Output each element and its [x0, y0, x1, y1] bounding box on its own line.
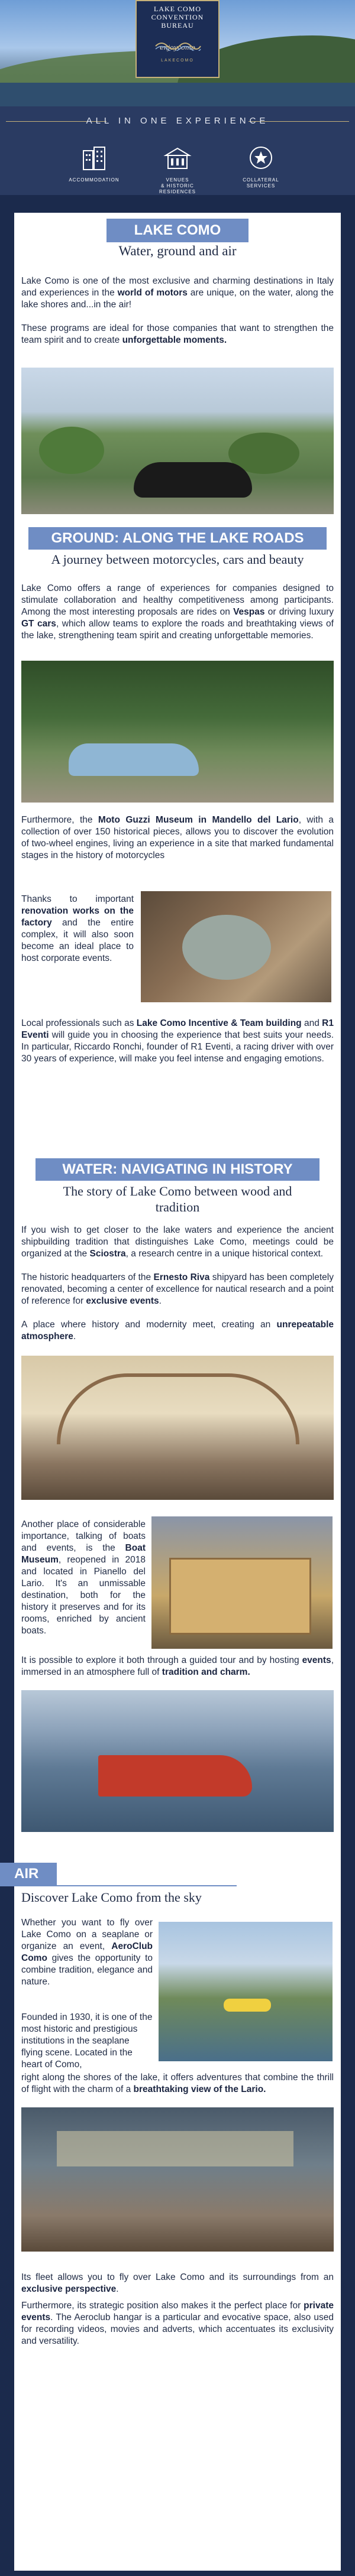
classic-car-garden-photo	[21, 368, 334, 514]
lake-como-title: LAKE COMO	[106, 219, 248, 242]
service-label-2: & HISTORIC	[161, 183, 194, 189]
band-title: ALL IN ONE EXPERIENCE	[86, 116, 269, 126]
logo-script: enjoycomo	[160, 44, 195, 51]
moto-guzzi-paragraph: Furthermore, the Moto Guzzi Museum in Mandello del Lario, with a collection of over 150 historical pieces, allows you to discover the evolution of two-wheel engines, living an experience in a site that marked fundamental stages in the history of motorcycles	[21, 815, 334, 860]
motorcycle-shape	[182, 915, 271, 980]
service-label-3: RESIDENCES	[159, 189, 196, 194]
air-subtitle: Discover Lake Como from the sky	[21, 1890, 202, 1905]
motorcycle-museum-photo	[141, 891, 331, 1002]
hangar-event-photo	[21, 2107, 334, 2252]
boat-museum-paragraph: Another place of considerable importance, talking of boats and events, is the Boat Museum, reopened in 2018 and located in Pianello del Lario. It's an unmissable destination, both for the history it preserves and for its rooms, enriched by ancient boats.	[21, 1519, 146, 1636]
service-venues[interactable]	[133, 145, 222, 195]
fleet-paragraph: Its fleet allows you to fly over Lake Como and its surroundings from an exclusive perspective.	[21, 2272, 334, 2294]
hangar-shape	[57, 2131, 293, 2166]
water-subtitle: The story of Lake Como between wood and tradition	[63, 1184, 292, 1214]
content-card	[14, 213, 341, 2571]
air-title: AIR	[0, 1863, 57, 1885]
private-events-paragraph: Furthermore, its strategic position also makes it the perfect place for private events. The Aeroclub hangar is a particular and evocative space, also used for recording videos, movies and adverts, which accentuates its exclusivity and versatility.	[21, 2301, 334, 2346]
ernesto-riva-paragraph: The historic headquarters of the Ernesto Riva shipyard has been completely renovated, becoming a center of excellence for nautical research and a point of reference for exclusive events.	[21, 1272, 334, 1306]
service-accommodation[interactable]	[50, 145, 138, 183]
renovation-paragraph: Thanks to important renovation works on the factory and the entire complex, it will also soon become an ideal place to host corporate events.	[21, 894, 134, 963]
aeroclub-paragraph: Whether you want to fly over Lake Como on a seaplane or organize an event, AeroClub Como gives the opportunity to combine tradition, elegance and nature.	[21, 1918, 153, 1987]
ground-subtitle: A journey between motorcycles, cars and beauty	[51, 552, 304, 567]
boat-shape	[98, 1755, 252, 1797]
service-label-1: COLLATERAL	[243, 177, 279, 183]
speedboat-photo	[21, 1690, 334, 1832]
logo-line-2: CONVENTION	[151, 13, 204, 21]
service-label-1: VENUES	[166, 177, 189, 183]
lake-programs-paragraph: These programs are ideal for those companies that want to strengthen the team spirit and to create unforgettable moments.	[21, 323, 334, 345]
lake-intro-paragraph: Lake Como is one of the most exclusive and charming destinations in Italy and experiences in the world of motors are unique, on the water, along the lake shores and...in the air!	[21, 276, 334, 310]
car-shape	[69, 743, 199, 776]
seaplane-photo	[159, 1922, 333, 2061]
building-shape	[169, 1558, 311, 1635]
convention-bureau-logo[interactable]	[135, 0, 220, 78]
sciostra-paragraph: If you wish to get closer to the lake waters and experience the ancient shipbuilding tradition that distinguishes Lake Como, meetings could be organized at the Sciostra, a research centre in a unique historical context.	[21, 1225, 334, 1259]
logo-line-3: BUREAU	[161, 21, 194, 30]
gt-car-road-photo	[21, 661, 334, 803]
boat-museum-building-photo	[151, 1516, 333, 1649]
lake-shores-paragraph: right along the shores of the lake, it offers adventures that combine the thrill of flight with the charm of a breathtaking view of the Lario.	[21, 2073, 334, 2094]
hedge-shape	[39, 427, 104, 474]
ground-title: GROUND: ALONG THE LAKE ROADS	[28, 527, 327, 550]
event-hall-photo	[21, 1356, 334, 1500]
star-badge-icon	[247, 145, 275, 171]
atmosphere-paragraph: A place where history and modernity meet, creating an unrepeatable atmosphere.	[21, 1320, 334, 1341]
wave-icon	[154, 38, 202, 51]
ground-intro-paragraph: Lake Como offers a range of experiences for companies designed to stimulate collaboration and healthy competitiveness among participants. Among the most interesting proposals are rides on Vespas or driving luxury GT cars, which allow teams to explore the roads and breathtaking views of the lake, strengthening team spirit and creating unforgettable memories.	[21, 583, 334, 641]
air-underline	[0, 1885, 237, 1886]
lake-como-subtitle: Water, ground and air	[118, 243, 237, 258]
arch-shape	[57, 1373, 299, 1444]
service-label-2: SERVICES	[246, 183, 276, 189]
logo-line-1: LAKE COMO	[154, 5, 201, 13]
logo-sub: LAKECOMO	[161, 59, 194, 63]
service-collateral[interactable]	[217, 145, 305, 189]
seaplane-shape	[224, 1999, 271, 2012]
car-shape	[134, 462, 252, 498]
buildings-icon	[80, 145, 108, 171]
lake-water	[0, 83, 355, 106]
service-label: ACCOMMODATION	[69, 177, 120, 183]
venue-icon	[163, 145, 192, 171]
water-title: WATER: NAVIGATING IN HISTORY	[36, 1158, 320, 1181]
local-professionals-paragraph: Local professionals such as Lake Como Incentive & Team building and R1 Eventi will guide you in choosing the experience that best suits your needs. In particular, Riccardo Ronchi, founder of R1 Eventi, a racing driver with over 30 years of experience, will make you feel intense and engaging emotions.	[21, 1018, 334, 1064]
history-paragraph: Founded in 1930, it is one of the most historic and prestigious institutions in the seaplane flying scene. Located in the heart of Como,	[21, 2012, 153, 2070]
guided-tour-paragraph: It is possible to explore it both through a guided tour and by hosting events, immersed in an atmosphere full of tradition and charm.	[21, 1655, 334, 1677]
